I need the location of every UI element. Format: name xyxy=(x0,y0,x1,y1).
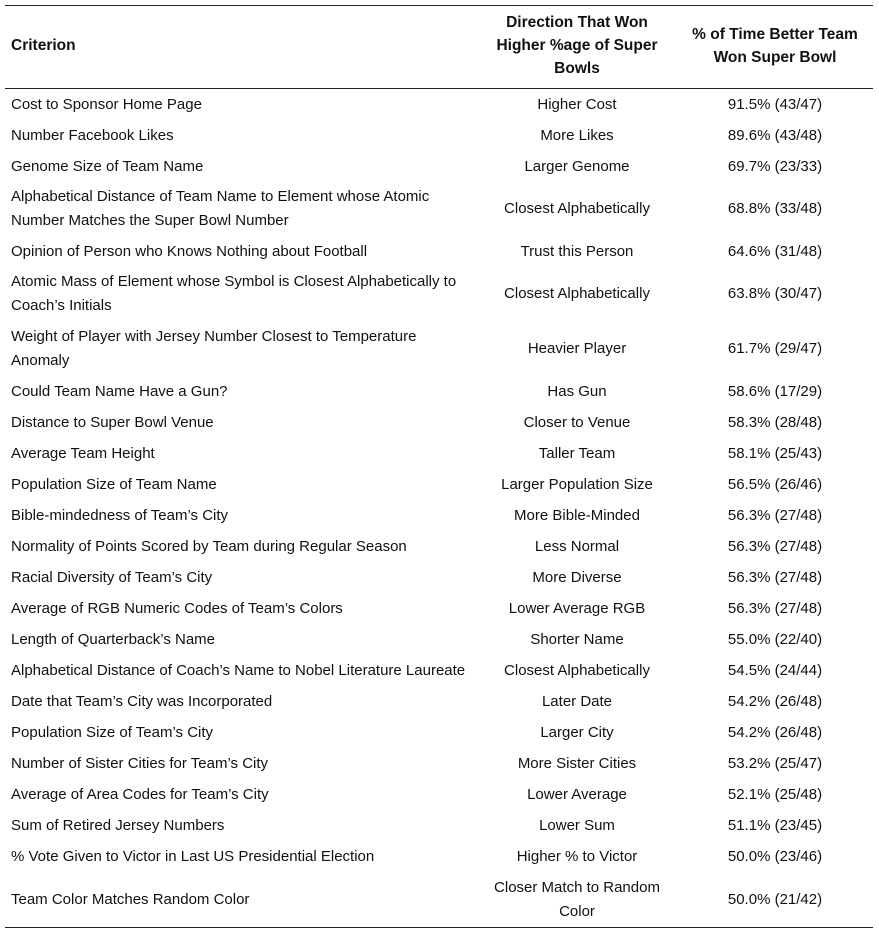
direction-cell: Larger Genome xyxy=(524,157,630,175)
criterion-cell: Genome Size of Team Name xyxy=(11,157,204,175)
header-percent: % of Time Better Team Won Super Bowl xyxy=(692,25,858,66)
table-row xyxy=(5,321,873,376)
direction-cell: Closest Alphabetically xyxy=(504,285,650,302)
criterion-cell: Population Size of Team Name xyxy=(11,475,217,493)
criterion-cell: Number Facebook Likes xyxy=(11,126,174,144)
criterion-cell: Could Team Name Have a Gun? xyxy=(11,382,228,400)
percent-cell: 54.2% (26/48) xyxy=(727,692,823,710)
header-direction: Direction That Won Higher %age of Super Bowls xyxy=(496,14,658,77)
table-body xyxy=(5,89,873,928)
table-row xyxy=(5,151,873,182)
percent-cell: 54.5% (24/44) xyxy=(727,661,823,679)
criterion-cell: Date that Team’s City was Incorporated xyxy=(11,692,273,710)
table-row xyxy=(5,500,873,531)
criterion-cell: Alphabetical Distance of Team Name to Element whose Atomic Number Matches the Super Bowl Number xyxy=(11,188,430,229)
table-row xyxy=(5,236,873,267)
percent-cell: 50.0% (21/42) xyxy=(727,890,823,908)
criterion-cell: Team Color Matches Random Color xyxy=(11,890,250,908)
criterion-cell: Average of Area Codes for Team’s City xyxy=(11,785,269,803)
direction-cell: More Sister Cities xyxy=(517,754,637,772)
criterion-cell: Population Size of Team’s City xyxy=(11,723,214,741)
table-row xyxy=(5,182,873,236)
table-row xyxy=(5,531,873,562)
direction-cell: Taller Team xyxy=(538,444,616,462)
direction-cell: More Bible-Minded xyxy=(514,506,640,524)
direction-cell: Higher % to Victor xyxy=(516,847,638,865)
percent-cell: 61.7% (29/47) xyxy=(727,339,823,357)
table-row xyxy=(5,469,873,500)
table-row xyxy=(5,872,873,928)
criterion-cell: Bible-mindedness of Team’s City xyxy=(11,506,229,524)
percent-cell: 55.0% (22/40) xyxy=(727,630,823,648)
percent-cell: 56.3% (27/48) xyxy=(727,506,823,524)
direction-cell: Lower Average xyxy=(527,785,627,803)
table-row xyxy=(5,267,873,321)
direction-cell: Closer to Venue xyxy=(523,413,631,431)
criterion-cell: Weight of Player with Jersey Number Closest to Temperature Anomaly xyxy=(11,327,417,369)
percent-cell: 56.3% (27/48) xyxy=(727,599,823,617)
criterion-cell: % Vote Given to Victor in Last US Presidential Election xyxy=(11,847,375,865)
percent-cell: 50.0% (23/46) xyxy=(727,847,823,865)
percent-cell: 54.2% (26/48) xyxy=(727,723,823,741)
direction-cell: Higher Cost xyxy=(537,95,617,113)
direction-cell: Lower Sum xyxy=(539,816,615,834)
table-header-row xyxy=(5,6,873,89)
direction-cell: Larger City xyxy=(540,723,614,741)
table-row xyxy=(5,779,873,810)
percent-cell: 51.1% (23/45) xyxy=(727,816,823,834)
direction-cell: Trust this Person xyxy=(520,242,634,260)
criterion-cell: Length of Quarterback’s Name xyxy=(11,630,216,648)
table-row xyxy=(5,593,873,624)
table-row xyxy=(5,686,873,717)
table-row xyxy=(5,748,873,779)
direction-cell: Has Gun xyxy=(547,382,607,400)
percent-cell: 58.1% (25/43) xyxy=(727,444,823,462)
percent-cell: 56.3% (27/48) xyxy=(727,568,823,586)
criterion-cell: Average Team Height xyxy=(11,444,155,462)
criterion-cell: Alphabetical Distance of Coach’s Name to Nobel Literature Laureate xyxy=(11,661,466,679)
percent-cell: 69.7% (23/33) xyxy=(727,157,823,175)
percent-cell: 63.8% (30/47) xyxy=(727,285,823,302)
table-row xyxy=(5,438,873,469)
direction-cell: Later Date xyxy=(541,692,613,710)
percent-cell: 56.5% (26/46) xyxy=(727,475,823,493)
direction-cell: More Likes xyxy=(540,126,614,144)
criterion-cell: Racial Diversity of Team’s City xyxy=(11,568,213,586)
criterion-cell: Opinion of Person who Knows Nothing about Football xyxy=(11,242,368,260)
criterion-cell: Cost to Sponsor Home Page xyxy=(11,95,202,113)
percent-cell: 58.6% (17/29) xyxy=(727,382,823,400)
table-row xyxy=(5,562,873,593)
table-row xyxy=(5,376,873,407)
direction-cell: Heavier Player xyxy=(527,339,627,357)
table-row xyxy=(5,810,873,841)
header-criterion: Criterion xyxy=(11,37,76,54)
criterion-cell: Normality of Points Scored by Team during Regular Season xyxy=(11,537,407,555)
percent-cell: 89.6% (43/48) xyxy=(727,126,823,144)
table-row xyxy=(5,841,873,872)
table-row xyxy=(5,624,873,655)
direction-cell: Closest Alphabetically xyxy=(504,200,650,217)
percent-cell: 58.3% (28/48) xyxy=(727,413,823,431)
percent-cell: 56.3% (27/48) xyxy=(727,537,823,555)
direction-cell: Shorter Name xyxy=(530,630,624,648)
direction-cell: Closer Match to Random Color xyxy=(494,878,660,920)
table-row xyxy=(5,655,873,686)
table-row xyxy=(5,717,873,748)
direction-cell: Lower Average RGB xyxy=(508,599,646,617)
criterion-cell: Number of Sister Cities for Team’s City xyxy=(11,754,269,772)
criterion-cell: Average of RGB Numeric Codes of Team’s Colors xyxy=(11,599,343,617)
direction-cell: More Diverse xyxy=(532,568,622,586)
table-row xyxy=(5,407,873,438)
table-row xyxy=(5,89,873,121)
criterion-cell: Sum of Retired Jersey Numbers xyxy=(11,816,225,834)
percent-cell: 52.1% (25/48) xyxy=(727,785,823,803)
results-table xyxy=(5,5,873,928)
results-table-container xyxy=(5,5,873,928)
direction-cell: Closest Alphabetically xyxy=(504,661,650,679)
direction-cell: Less Normal xyxy=(534,537,620,555)
percent-cell: 91.5% (43/47) xyxy=(727,95,823,113)
percent-cell: 53.2% (25/47) xyxy=(727,754,823,772)
direction-cell: Larger Population Size xyxy=(501,475,653,493)
criterion-cell: Atomic Mass of Element whose Symbol is Closest Alphabetically to Coach’s Initials xyxy=(11,273,457,314)
table-row xyxy=(5,120,873,151)
percent-cell: 64.6% (31/48) xyxy=(727,242,823,260)
criterion-cell: Distance to Super Bowl Venue xyxy=(11,413,214,431)
percent-cell: 68.8% (33/48) xyxy=(727,200,823,217)
